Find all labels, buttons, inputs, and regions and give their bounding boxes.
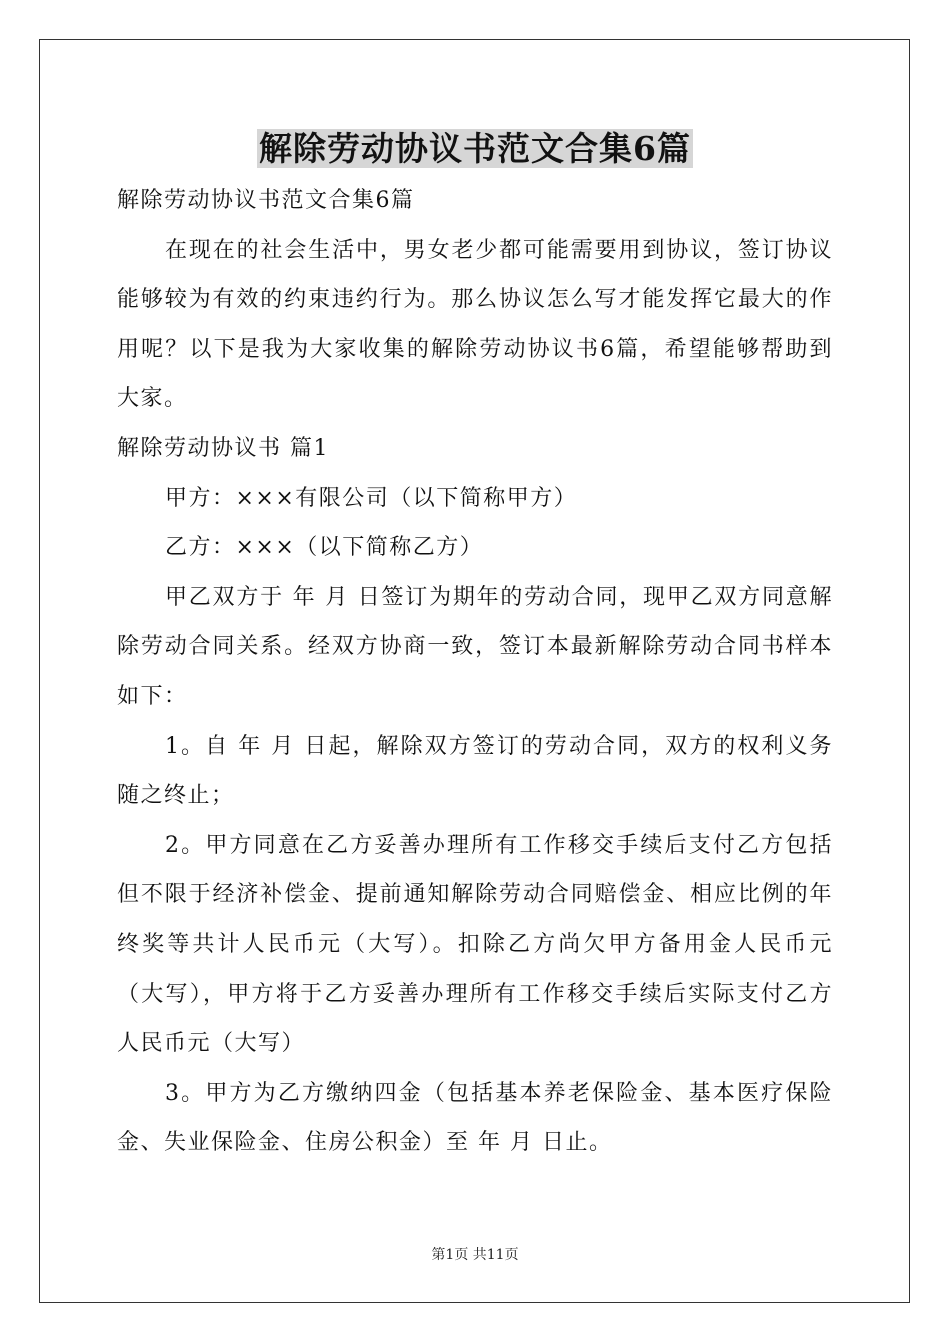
document-title [0, 126, 950, 172]
subtitle-line: 解除劳动协议书范文合集6篇 [117, 188, 415, 213]
document-title-text: 解除劳动协议书范文合集6篇 [259, 129, 691, 168]
clause-1: 1。自 年 月 日起，解除双方签订的劳动合同，双方的权利义务随之终止； [117, 733, 833, 809]
agreement-paragraph: 甲乙双方于 年 月 日签订为期年的劳动合同，现甲乙双方同意解除劳动合同关系。经双方协商一致，签订本最新解除劳动合同书样本如下： [117, 584, 833, 709]
section-heading: 解除劳动协议书 篇1 [117, 435, 329, 461]
intro-paragraph: 在现在的社会生活中，男女老少都可能需要用到协议，签订协议能够较为有效的约束违约行为。那么协议怎么写才能发挥它最大的作用呢？以下是我为大家收集的解除劳动协议书6篇，希望能够帮助到大家。 [117, 237, 833, 412]
clause-2: 2。甲方同意在乙方妥善办理所有工作移交手续后支付乙方包括但不限于经济补偿金、提前通知解除劳动合同赔偿金、相应比例的年终奖等共计人民币元（大写）。扣除乙方尚欠甲方备用金人民币元（大写），甲方将于乙方妥善办理所有工作移交手续后实际支付乙方人民币元（大写） [117, 832, 833, 1057]
party-a-line: 甲方：×××有限公司（以下简称甲方） [165, 485, 578, 511]
page-footer: 第1页 共11页 [431, 1247, 519, 1263]
clause-3: 3。甲方为乙方缴纳四金（包括基本养老保险金、基本医疗保险金、失业保险金、住房公积金）至 年 月 日止。 [117, 1080, 833, 1156]
document-body [117, 176, 833, 1168]
party-b-line: 乙方：×××（以下简称乙方） [165, 535, 484, 561]
